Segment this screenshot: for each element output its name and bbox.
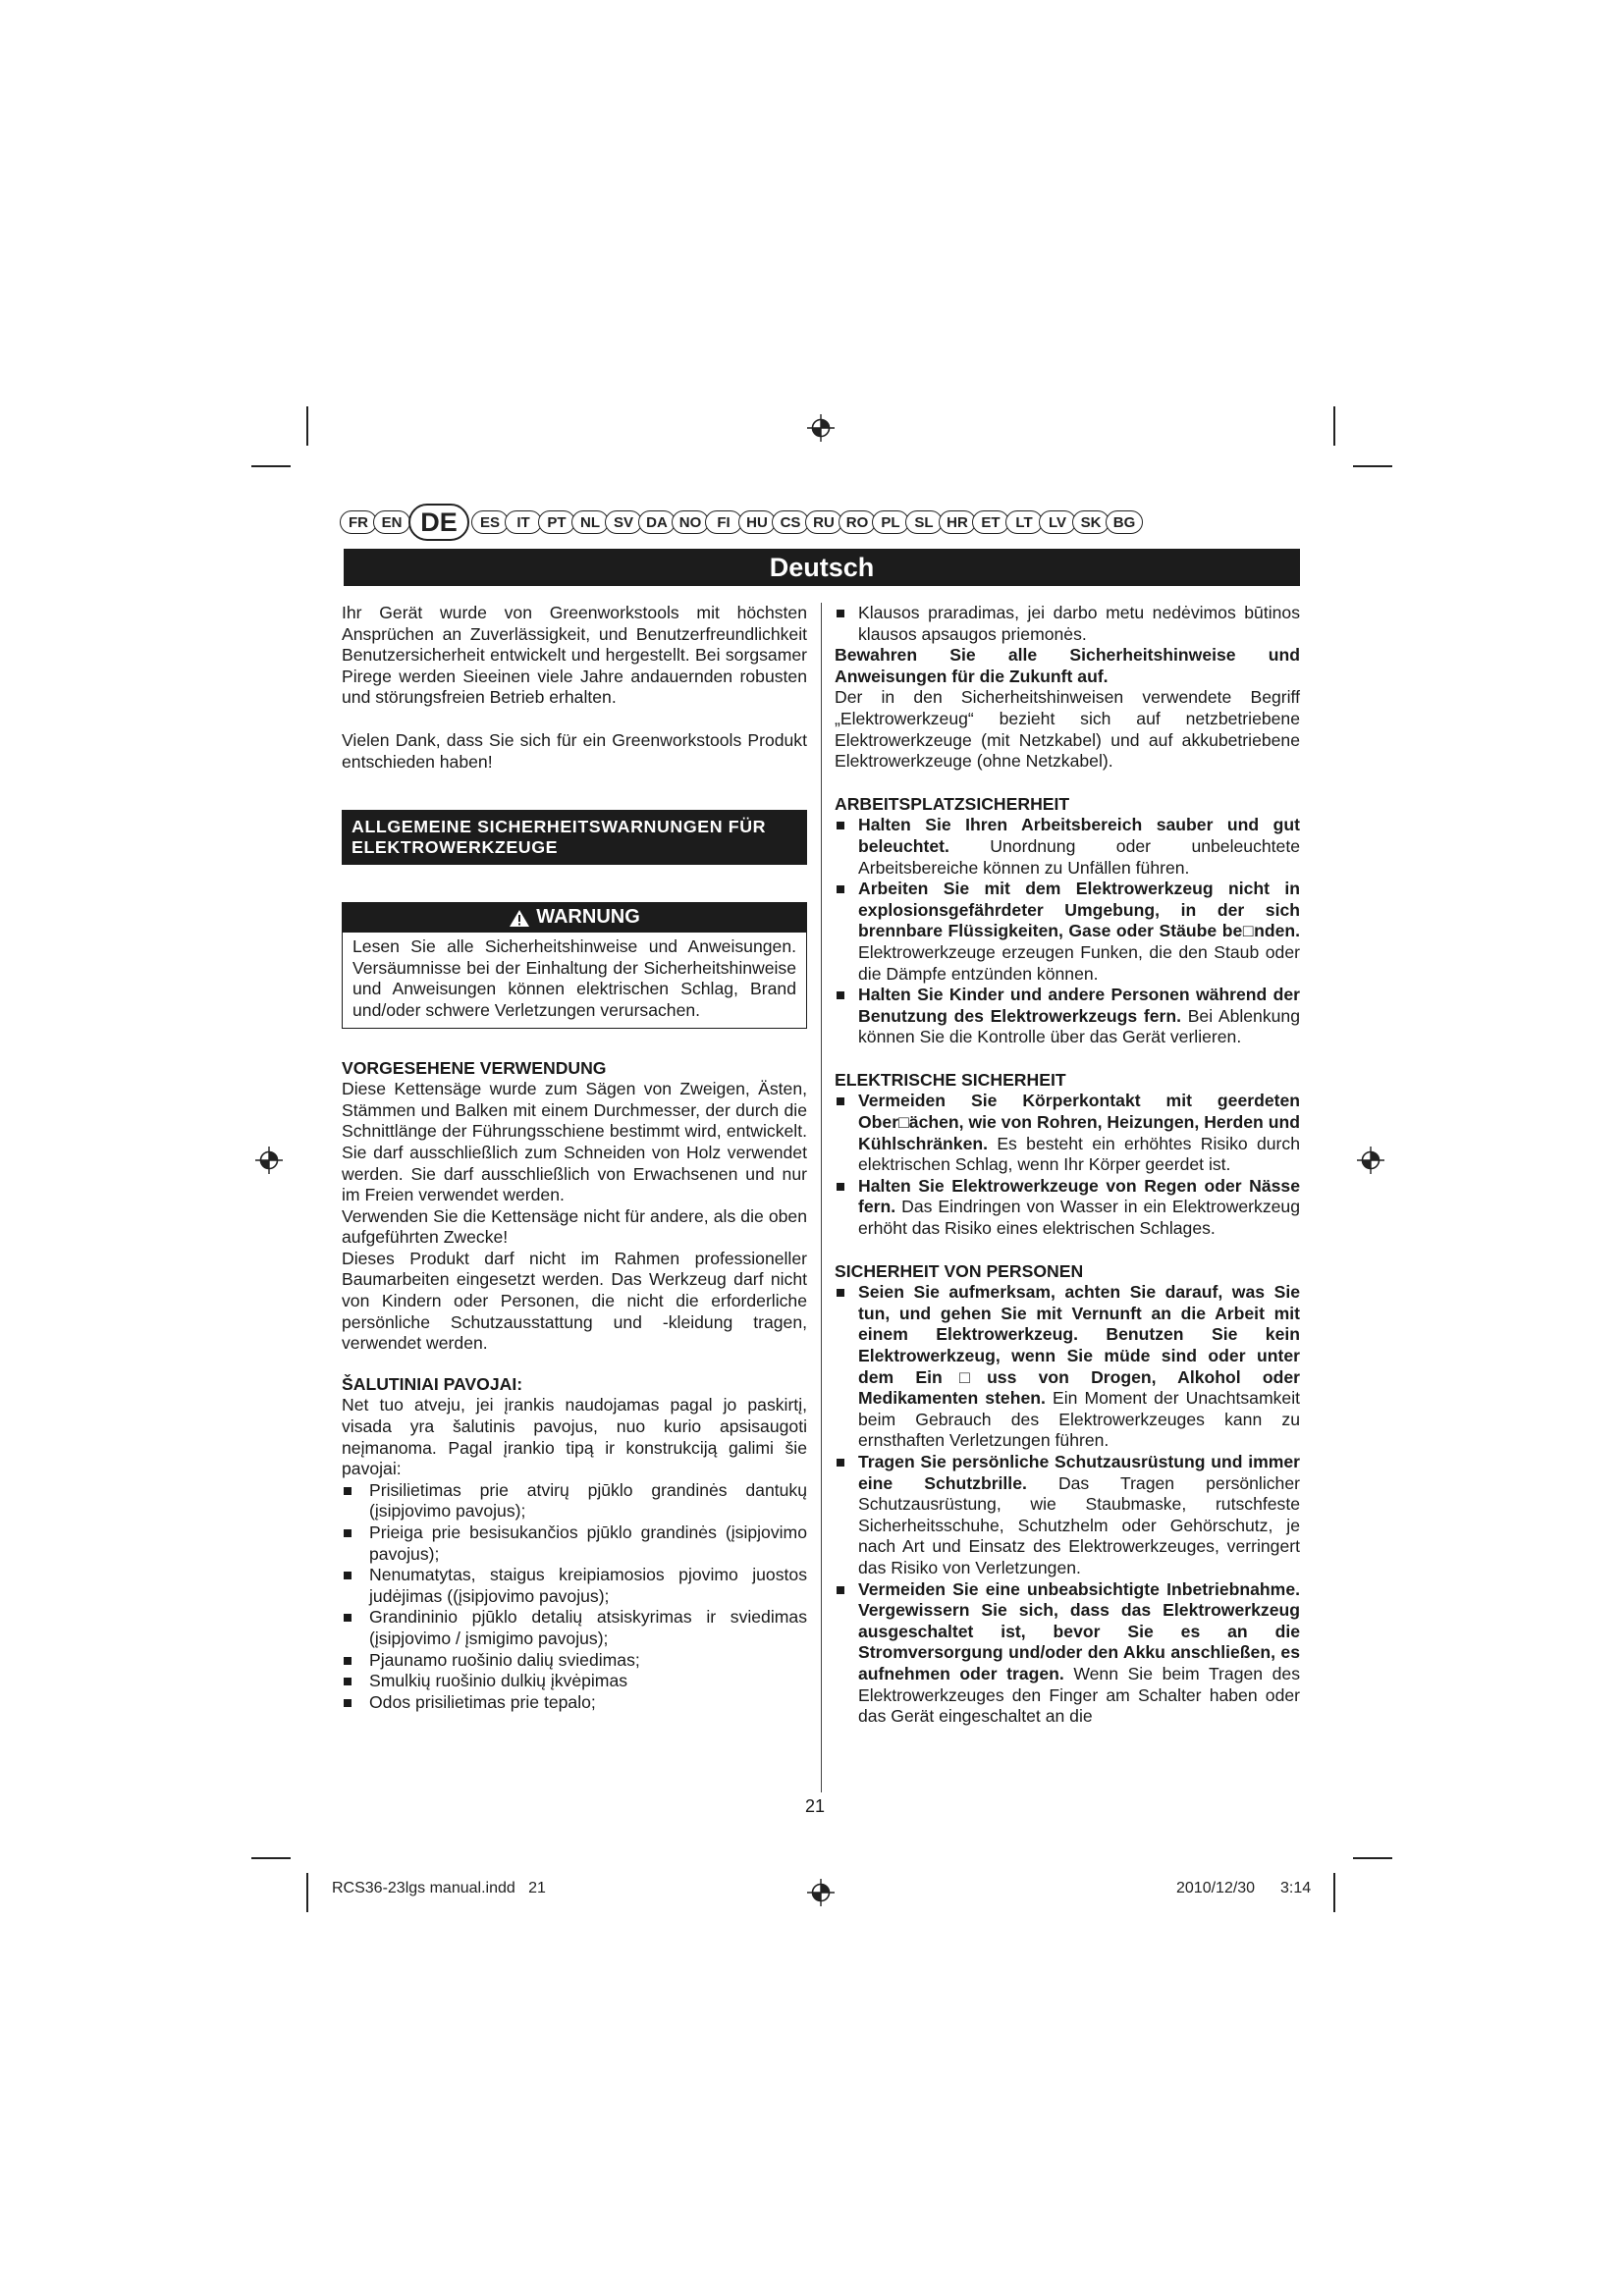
list-item	[835, 1452, 1300, 1579]
lang-tab[interactable]: FR	[340, 510, 377, 534]
footer-filename: RCS36-23lgs manual.indd 21	[332, 1880, 546, 1896]
left-column	[342, 603, 807, 1713]
intended-use-heading: VORGESEHENE VERWENDUNG	[342, 1057, 607, 1078]
lang-tab[interactable]: NL	[571, 510, 609, 534]
footer-time: 3:14	[1280, 1880, 1312, 1896]
registration-mark-icon	[806, 413, 836, 443]
lang-tab[interactable]: SK	[1072, 510, 1110, 534]
warning-header	[343, 903, 806, 933]
item-text: Das Tragen persönlicher Schutzausrüstung, wie Staubmaske, rutschfeste Sicherheitsschuhe, Schutzhelm oder Gehörschutz, je nach Art und Einsatz des Elektrowerkzeuges, verringert das Risiko von Verletzungen.	[858, 1472, 1300, 1577]
crop-mark	[1333, 406, 1335, 446]
registration-mark-icon	[806, 1878, 836, 1907]
item-text: Ein Moment der Unachtsamkeit beim Gebrauch des Elektrowerkzeuges kann zu ernsthaften Verletzungen führen.	[858, 1388, 1300, 1451]
page-number: 21	[804, 1796, 826, 1816]
list-item: Nenumatytas, staigus kreipiamosios pjovimo juostos judėjimas ((įsipjovimo pavojus);	[342, 1565, 807, 1607]
lang-tab[interactable]: LT	[1005, 510, 1043, 534]
item-text: Bei Ablenkung können Sie die Kontrolle über das Gerät verlieren.	[858, 1005, 1300, 1047]
lang-tab[interactable]: HR	[939, 510, 976, 534]
residual-risks-list	[342, 1480, 807, 1714]
list-item	[835, 1579, 1300, 1728]
personal-safety-list	[835, 1282, 1300, 1727]
list-item: Klausos praradimas, jei darbo metu nedėvimos būtinos klausos apsaugos priemonės.	[835, 603, 1300, 645]
residual-risks-intro: Net tuo atveju, jei įrankis naudojamas pagal jo paskirtį, visada yra šalutinis pavojus, nuo kurio apsisaugoti neįmanoma. Pagal įrankio tipą ir konstrukciją galimi šie pavojai:	[342, 1395, 807, 1479]
lang-tab-active[interactable]: DE	[408, 504, 469, 541]
lang-tab[interactable]: IT	[505, 510, 542, 534]
item-bold: Halten Sie Ihren Arbeitsbereich sauber und gut beleuchtet.	[858, 815, 1300, 856]
item-text: Das Eindringen von Wasser in ein Elektrowerkzeug erhöht das Risiko eines elektrischen Schlages.	[858, 1197, 1300, 1239]
page-title: Deutsch	[344, 549, 1300, 586]
electrical-safety-heading: ELEKTRISCHE SICHERHEIT	[835, 1069, 1066, 1090]
crop-mark	[251, 1857, 291, 1859]
lang-tab[interactable]: PL	[872, 510, 909, 534]
item-bold: Arbeiten Sie mit dem Elektrowerkzeug nicht in explosionsgefährdeter Umgebung, in der sich brennbare Flüssigkeiten, Gase oder Stäube be□nden.	[858, 879, 1300, 941]
intro-paragraph: Ihr Gerät wurde von Greenworkstools mit höchsten Ansprüchen an Zuverlässigkeit, und Benutzerfreundlichkeit Benutzersicherheit entwickelt und hergestellt. Bei sorgsamer Pirege werden Sieeinen viele Jahre andauernden robusten und störungsfreien Betrieb erhalten.	[342, 603, 807, 708]
item-text: Wenn Sie beim Tragen des Elektrowerkzeuges den Finger am Schalter haben oder das Gerät eingeschaltet an die	[858, 1663, 1300, 1727]
list-item: Smulkių ruošinio dulkių įkvėpimas	[342, 1671, 807, 1692]
column-divider	[821, 603, 822, 1792]
warning-triangle-icon	[509, 909, 530, 928]
footer-date: 2010/12/30	[1176, 1880, 1256, 1896]
intended-use-paragraph: Verwenden Sie die Kettensäge nicht für andere, als die oben aufgeführten Zwecke!	[342, 1205, 807, 1248]
keep-instructions-note: Bewahren Sie alle Sicherheitshinweise und Anweisungen für die Zukunft auf.	[835, 645, 1300, 686]
lang-tab[interactable]: RO	[839, 510, 876, 534]
list-item	[835, 985, 1300, 1048]
item-bold: Seien Sie aufmerksam, achten Sie darauf, was Sie tun, und gehen Sie mit Vernunft an die Arbeit mit einem Elektrowerkzeug. Benutzen Sie kein Elektrowerkzeug, wenn Sie müde sind oder unter dem Ein□uss von Drogen, Alkohol oder Medikamenten stehen.	[858, 1282, 1300, 1409]
lang-tab[interactable]: HU	[738, 510, 776, 534]
list-item: Pjaunamo ruošinio dalių sviedimas;	[342, 1650, 807, 1672]
list-item: Prisilietimas prie atvirų pjūklo grandinės dantukų (įsipjovimo pavojus);	[342, 1480, 807, 1522]
lang-tab[interactable]: EN	[373, 510, 410, 534]
crop-mark	[1353, 465, 1392, 467]
lang-tab[interactable]: NO	[672, 510, 709, 534]
lang-tab[interactable]: BG	[1106, 510, 1143, 534]
item-bold: Halten Sie Elektrowerkzeuge von Regen oder Nässe fern.	[858, 1175, 1300, 1217]
workplace-safety-list	[835, 815, 1300, 1048]
crop-mark	[1333, 1873, 1335, 1912]
item-text: Es besteht ein erhöhtes Risiko durch elektrischen Schlag, wenn Ihr Körper geerdet ist.	[858, 1133, 1300, 1175]
lang-tab[interactable]: SV	[605, 510, 642, 534]
lang-tab[interactable]: PT	[538, 510, 575, 534]
residual-risks-heading: ŠALUTINIAI PAVOJAI:	[342, 1373, 523, 1394]
lang-tab[interactable]: CS	[772, 510, 809, 534]
item-bold: Tragen Sie persönliche Schutzausrüstung und immer eine Schutzbrille.	[858, 1451, 1300, 1493]
thanks-paragraph: Vielen Dank, dass Sie sich für ein Greenworkstools Produkt entschieden haben!	[342, 729, 807, 772]
list-item	[835, 1282, 1300, 1452]
personal-safety-heading: SICHERHEIT VON PERSONEN	[835, 1260, 1084, 1281]
general-safety-banner: ALLGEMEINE SICHERHEITSWARNUNGEN FÜR ELEKTROWERKZEUGE	[342, 810, 807, 865]
item-text: Unordnung oder unbeleuchtete Arbeitsbereiche können zu Unfällen führen.	[858, 835, 1300, 878]
workplace-safety-heading: ARBEITSPLATZSICHERHEIT	[835, 793, 1070, 814]
warning-box	[342, 902, 807, 1028]
crop-mark	[1353, 1857, 1392, 1859]
list-item: Prieiga prie besisukančios pjūklo grandinės (įsipjovimo pavojus);	[342, 1522, 807, 1565]
intended-use-paragraph: Dieses Produkt darf nicht im Rahmen professioneller Baumarbeiten eingesetzt werden. Das Werkzeug darf nicht von Kindern oder Personen, die nicht die erforderliche persönliche Schutzausstattung und -kleidung tragen, verwendet werden.	[342, 1248, 807, 1354]
electrical-safety-list	[835, 1091, 1300, 1239]
item-bold: Vermeiden Sie eine unbeabsichtigte Inbetriebnahme. Vergewissern Sie sich, dass das Elektrowerkzeug ausgeschaltet ist, bevor Sie es an die Stromversorgung und/oder den Akku anschließen, es aufnehmen oder tragen.	[858, 1578, 1300, 1683]
lang-tab[interactable]: LV	[1039, 510, 1076, 534]
list-item	[835, 1091, 1300, 1175]
term-note: Der in den Sicherheitshinweisen verwendete Begriff „Elektrowerkzeug“ bezieht sich auf netzbetriebene Elektrowerkzeuge (mit Netzkabel) und auf akkubetriebene Elektrowerkzeuge (ohne Netzkabel).	[835, 687, 1300, 772]
warning-title: WARNUNG	[536, 906, 640, 929]
lang-tab[interactable]: DA	[638, 510, 676, 534]
right-column	[835, 603, 1300, 1728]
intended-use-paragraph: Diese Kettensäge wurde zum Sägen von Zweigen, Ästen, Stämmen und Balken mit einem Durchmesser, der durch die Schnittlänge der Führungsschiene bestimmt wird, entwickelt. Sie darf ausschließlich zum Schneiden von Holz verwendet werden. Sie darf ausschließlich von Erwachsenen und nur im Freien verwendet werden.	[342, 1079, 807, 1205]
list-item: Odos prisilietimas prie tepalo;	[342, 1692, 807, 1714]
list-item	[835, 815, 1300, 879]
list-item: Grandininio pjūklo detalių atsiskyrimas ir sviedimas (įsipjovimo / įsmigimo pavojus);	[342, 1607, 807, 1649]
item-bold: Halten Sie Kinder und andere Personen während der Benutzung des Elektrowerkzeugs fern.	[858, 985, 1300, 1026]
lang-tab[interactable]: FI	[705, 510, 742, 534]
language-tabs	[340, 503, 1300, 542]
item-bold: Vermeiden Sie Körperkontakt mit geerdeten Ober□ächen, wie von Rohren, Heizungen, Herden und Kühlschränken.	[858, 1091, 1300, 1153]
registration-mark-icon	[1356, 1146, 1385, 1175]
lang-tab[interactable]: ET	[972, 510, 1009, 534]
list-item	[835, 879, 1300, 985]
item-text: Elektrowerkzeuge erzeugen Funken, die den Staub oder die Dämpfe entzünden können.	[858, 941, 1300, 984]
warning-text: Lesen Sie alle Sicherheitshinweise und Anweisungen. Versäumnisse bei der Einhaltung der Sicherheitshinweise und Anweisungen können elektrischen Schlag, Brand und/oder schwere Verletzungen verursachen.	[352, 936, 796, 1020]
crop-mark	[251, 465, 291, 467]
crop-mark	[306, 1873, 308, 1912]
registration-mark-icon	[254, 1146, 284, 1175]
lang-tab[interactable]: ES	[471, 510, 509, 534]
lang-tab[interactable]: SL	[905, 510, 943, 534]
list-item	[835, 1176, 1300, 1240]
lang-tab[interactable]: RU	[805, 510, 842, 534]
crop-mark	[306, 406, 308, 446]
